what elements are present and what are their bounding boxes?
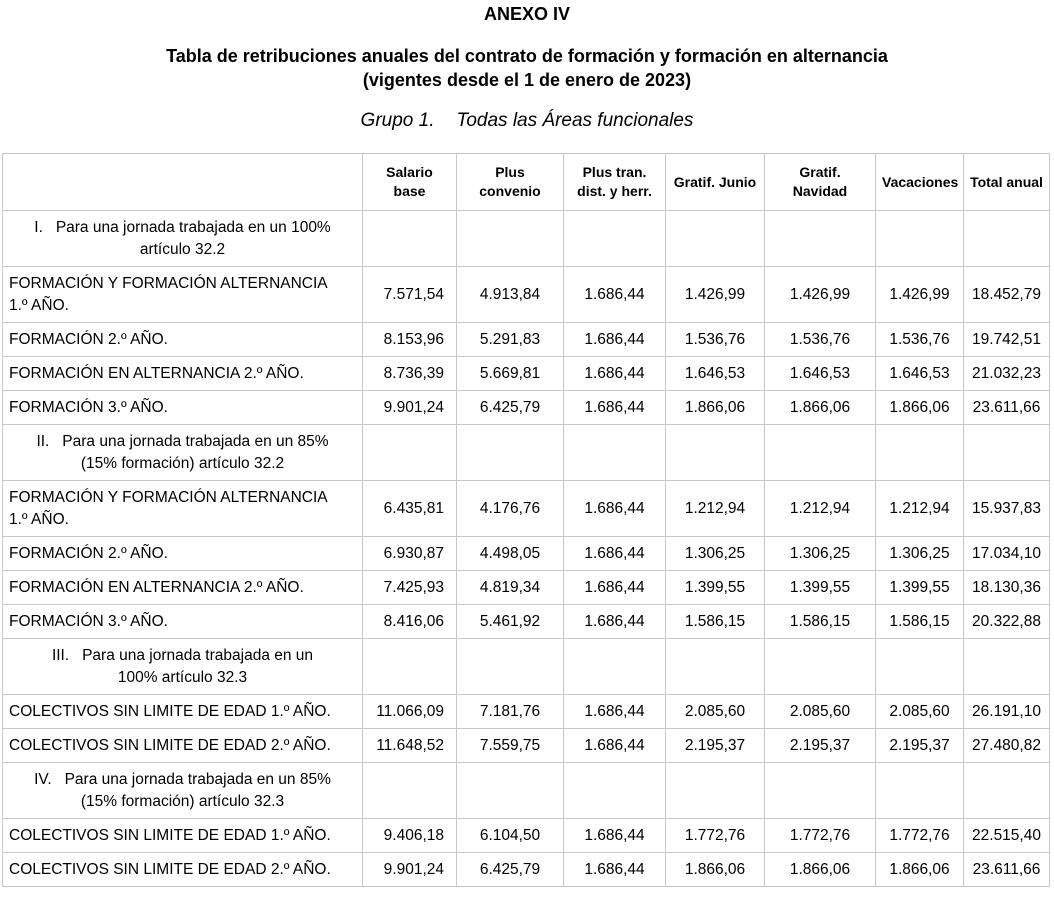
value-cell: 1.686,44 <box>564 357 666 391</box>
empty-cell <box>564 639 666 695</box>
row-label <box>3 357 363 391</box>
empty-cell <box>876 211 964 267</box>
column-header: Gratif. Junio <box>666 154 765 211</box>
table-row <box>3 819 1050 853</box>
value-cell: 6.425,79 <box>457 391 564 425</box>
value-cell: 1.866,06 <box>765 391 876 425</box>
empty-cell <box>666 211 765 267</box>
value-cell: 1.686,44 <box>564 391 666 425</box>
section-label <box>3 211 363 267</box>
value-cell: 21.032,23 <box>964 357 1050 391</box>
row-label <box>3 323 363 357</box>
group-heading <box>0 110 1054 132</box>
empty-cell <box>964 639 1050 695</box>
empty-cell <box>564 425 666 481</box>
row-label <box>3 819 363 853</box>
table-row <box>3 357 1050 391</box>
value-cell: 9.901,24 <box>363 853 457 887</box>
column-header: Plus tran. dist. y herr. <box>564 154 666 211</box>
value-cell: 1.686,44 <box>564 695 666 729</box>
value-cell: 4.176,76 <box>457 481 564 537</box>
table-row <box>3 537 1050 571</box>
value-cell: 1.686,44 <box>564 267 666 323</box>
empty-cell <box>363 211 457 267</box>
row-label-text: COLECTIVOS SIN LIMITE DE EDAD 2.º AÑO. <box>9 860 331 878</box>
empty-cell <box>964 425 1050 481</box>
value-cell: 7.571,54 <box>363 267 457 323</box>
section-row <box>3 763 1050 819</box>
value-cell: 7.559,75 <box>457 729 564 763</box>
value-cell: 26.191,10 <box>964 695 1050 729</box>
value-cell: 2.085,60 <box>765 695 876 729</box>
value-cell: 19.742,51 <box>964 323 1050 357</box>
value-cell: 8.153,96 <box>363 323 457 357</box>
table-row <box>3 605 1050 639</box>
section-row <box>3 211 1050 267</box>
empty-cell <box>363 639 457 695</box>
value-cell: 5.291,83 <box>457 323 564 357</box>
empty-cell <box>363 763 457 819</box>
value-cell: 1.866,06 <box>765 853 876 887</box>
empty-cell <box>457 211 564 267</box>
value-cell: 1.399,55 <box>765 571 876 605</box>
table-row <box>3 481 1050 537</box>
value-cell: 1.772,76 <box>765 819 876 853</box>
table-row <box>3 323 1050 357</box>
value-cell: 17.034,10 <box>964 537 1050 571</box>
value-cell: 18.130,36 <box>964 571 1050 605</box>
row-label <box>3 571 363 605</box>
row-label <box>3 267 363 323</box>
row-label-text: COLECTIVOS SIN LIMITE DE EDAD 1.º AÑO. <box>9 702 331 720</box>
empty-cell <box>964 763 1050 819</box>
empty-cell <box>564 211 666 267</box>
group-area: Todas las Áreas funcionales <box>456 110 694 131</box>
value-cell: 1.772,76 <box>876 819 964 853</box>
value-cell: 1.212,94 <box>666 481 765 537</box>
value-cell: 8.736,39 <box>363 357 457 391</box>
row-label <box>3 605 363 639</box>
row-label <box>3 481 363 537</box>
value-cell: 4.819,34 <box>457 571 564 605</box>
value-cell: 6.104,50 <box>457 819 564 853</box>
row-label-text: COLECTIVOS SIN LIMITE DE EDAD 1.º AÑO. <box>9 826 331 844</box>
table-row <box>3 571 1050 605</box>
value-cell: 1.866,06 <box>876 853 964 887</box>
empty-cell <box>457 425 564 481</box>
table-row <box>3 695 1050 729</box>
empty-cell <box>765 639 876 695</box>
value-cell: 8.416,06 <box>363 605 457 639</box>
value-cell: 7.425,93 <box>363 571 457 605</box>
row-label-text: FORMACIÓN 2.º AÑO. <box>9 330 168 348</box>
row-label-text: FORMACIÓN Y FORMACIÓN ALTERNANCIA 1.º AÑO. <box>9 488 327 528</box>
row-label-text: COLECTIVOS SIN LIMITE DE EDAD 2.º AÑO. <box>9 736 331 754</box>
value-cell: 1.536,76 <box>765 323 876 357</box>
value-cell: 6.425,79 <box>457 853 564 887</box>
empty-cell <box>876 425 964 481</box>
section-text: III. Para una jornada trabajada en un 100% artículo 32.3 <box>51 646 318 686</box>
row-label-text: FORMACIÓN EN ALTERNANCIA 2.º AÑO. <box>9 578 304 596</box>
section-label <box>3 763 363 819</box>
value-cell: 1.306,25 <box>876 537 964 571</box>
value-cell: 23.611,66 <box>964 853 1050 887</box>
value-cell: 11.066,09 <box>363 695 457 729</box>
section-row <box>3 425 1050 481</box>
value-cell: 1.646,53 <box>765 357 876 391</box>
table-row <box>3 391 1050 425</box>
table-row <box>3 729 1050 763</box>
value-cell: 2.195,37 <box>876 729 964 763</box>
value-cell: 9.406,18 <box>363 819 457 853</box>
empty-cell <box>666 425 765 481</box>
table-row <box>3 267 1050 323</box>
value-cell: 23.611,66 <box>964 391 1050 425</box>
empty-cell <box>964 211 1050 267</box>
value-cell: 1.866,06 <box>666 391 765 425</box>
value-cell: 1.646,53 <box>666 357 765 391</box>
column-header: Plus convenio <box>457 154 564 211</box>
section-label <box>3 425 363 481</box>
value-cell: 1.686,44 <box>564 571 666 605</box>
value-cell: 1.646,53 <box>876 357 964 391</box>
value-cell: 22.515,40 <box>964 819 1050 853</box>
value-cell: 6.435,81 <box>363 481 457 537</box>
value-cell: 15.937,83 <box>964 481 1050 537</box>
row-label <box>3 391 363 425</box>
section-text: IV. Para una jornada trabajada en un 85% (15% formación) artículo 32.3 <box>34 770 336 810</box>
value-cell: 4.913,84 <box>457 267 564 323</box>
value-cell: 9.901,24 <box>363 391 457 425</box>
value-cell: 1.426,99 <box>666 267 765 323</box>
value-cell: 2.085,60 <box>876 695 964 729</box>
value-cell: 1.586,15 <box>666 605 765 639</box>
column-header: Vacaciones <box>876 154 964 211</box>
row-label <box>3 695 363 729</box>
value-cell: 5.461,92 <box>457 605 564 639</box>
empty-cell <box>876 639 964 695</box>
value-cell: 1.586,15 <box>765 605 876 639</box>
table-header-row <box>3 154 1050 211</box>
annex-title: ANEXO IV <box>483 4 571 24</box>
row-label-text: FORMACIÓN 3.º AÑO. <box>9 398 168 416</box>
empty-cell <box>457 763 564 819</box>
value-cell: 1.306,25 <box>666 537 765 571</box>
value-cell: 1.686,44 <box>564 819 666 853</box>
value-cell: 1.866,06 <box>876 391 964 425</box>
value-cell: 1.306,25 <box>765 537 876 571</box>
value-cell: 2.085,60 <box>666 695 765 729</box>
value-cell: 1.536,76 <box>876 323 964 357</box>
row-label <box>3 537 363 571</box>
value-cell: 1.212,94 <box>765 481 876 537</box>
salary-table <box>2 153 1050 887</box>
value-cell: 2.195,37 <box>765 729 876 763</box>
table-subtitle <box>0 44 1054 92</box>
section-row <box>3 639 1050 695</box>
value-cell: 6.930,87 <box>363 537 457 571</box>
value-cell: 1.399,55 <box>876 571 964 605</box>
row-label <box>3 729 363 763</box>
column-header: Salario base <box>363 154 457 211</box>
group-label: Grupo 1. <box>360 110 435 131</box>
row-label-text: FORMACIÓN 3.º AÑO. <box>9 612 168 630</box>
column-header: Total anual <box>964 154 1050 211</box>
value-cell: 4.498,05 <box>457 537 564 571</box>
value-cell: 1.686,44 <box>564 605 666 639</box>
table-subtitle-text: Tabla de retribuciones anuales del contrato de formación y formación en alternancia (vigentes desde el 1 de enero de 2023) <box>166 46 888 90</box>
value-cell: 11.648,52 <box>363 729 457 763</box>
value-cell: 1.399,55 <box>666 571 765 605</box>
value-cell: 1.536,76 <box>666 323 765 357</box>
value-cell: 1.772,76 <box>666 819 765 853</box>
empty-cell <box>666 763 765 819</box>
row-label-text: FORMACIÓN EN ALTERNANCIA 2.º AÑO. <box>9 364 304 382</box>
column-header: Gratif. Navidad <box>765 154 876 211</box>
empty-cell <box>876 763 964 819</box>
empty-cell <box>765 425 876 481</box>
empty-cell <box>457 639 564 695</box>
value-cell: 1.212,94 <box>876 481 964 537</box>
empty-cell <box>363 425 457 481</box>
value-cell: 27.480,82 <box>964 729 1050 763</box>
section-text: II. Para una jornada trabajada en un 85% (15% formación) artículo 32.2 <box>36 432 333 472</box>
value-cell: 1.426,99 <box>765 267 876 323</box>
value-cell: 1.586,15 <box>876 605 964 639</box>
row-label <box>3 853 363 887</box>
empty-cell <box>666 639 765 695</box>
value-cell: 1.426,99 <box>876 267 964 323</box>
value-cell: 1.686,44 <box>564 323 666 357</box>
section-label <box>3 639 363 695</box>
empty-cell <box>765 211 876 267</box>
value-cell: 1.686,44 <box>564 853 666 887</box>
value-cell: 1.866,06 <box>666 853 765 887</box>
value-cell: 18.452,79 <box>964 267 1050 323</box>
column-header <box>3 154 363 211</box>
row-label-text: FORMACIÓN Y FORMACIÓN ALTERNANCIA 1.º AÑO. <box>9 274 327 314</box>
row-label-text: FORMACIÓN 2.º AÑO. <box>9 544 168 562</box>
value-cell: 1.686,44 <box>564 729 666 763</box>
empty-cell <box>564 763 666 819</box>
value-cell: 20.322,88 <box>964 605 1050 639</box>
section-text: I. Para una jornada trabajada en un 100% artículo 32.2 <box>34 218 336 258</box>
value-cell: 1.686,44 <box>564 537 666 571</box>
empty-cell <box>765 763 876 819</box>
value-cell: 1.686,44 <box>564 481 666 537</box>
value-cell: 7.181,76 <box>457 695 564 729</box>
table-row <box>3 853 1050 887</box>
value-cell: 2.195,37 <box>666 729 765 763</box>
value-cell: 5.669,81 <box>457 357 564 391</box>
